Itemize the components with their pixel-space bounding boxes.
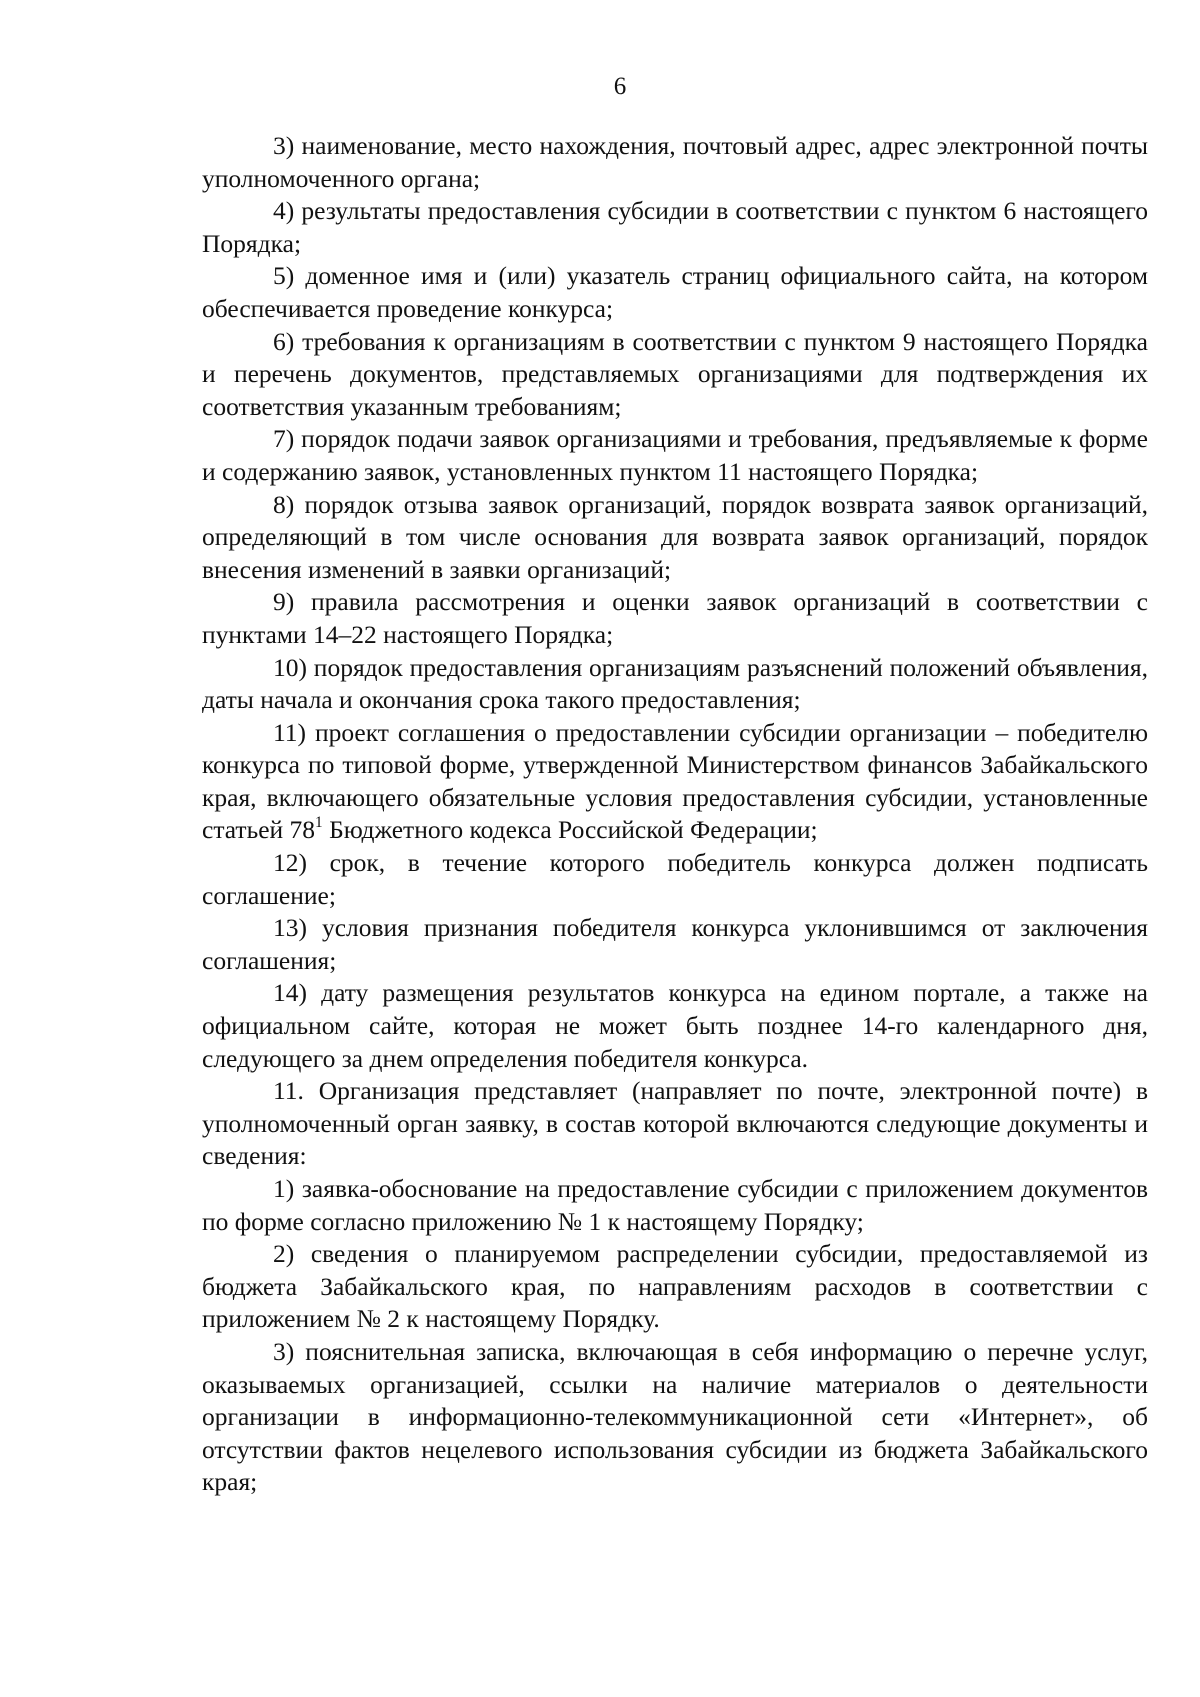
paragraph-text: Бюджетного кодекса Российской Федерации;	[322, 815, 818, 845]
paragraph: 8) порядок отзыва заявок организаций, порядок возврата заявок организаций, определяющий в том числе основания для возврата заявок организаций, порядок внесения изменений в заявки организаций;	[202, 489, 1148, 584]
paragraph: 14) дату размещения результатов конкурса на едином портале, а также на официальном сайте, которая не может быть позднее 14-го календарного дня, следующего за днем определения победителя конкурса.	[202, 978, 1148, 1073]
paragraph: 9) правила рассмотрения и оценки заявок организаций в соответствии с пунктами 14–22 настоящего Порядка;	[202, 587, 1148, 649]
paragraph: 11. Организация представляет (направляет по почте, электронной почте) в уполномоченный орган заявку, в состав которой включаются следующие документы и сведения:	[202, 1076, 1148, 1171]
paragraph: 4) результаты предоставления субсидии в соответствии с пунктом 6 настоящего Порядка;	[202, 196, 1148, 258]
paragraph: 10) порядок предоставления организациям разъяснений положений объявления, даты начала и окончания срока такого предоставления;	[202, 652, 1148, 715]
paragraph: 12) срок, в течение которого победитель конкурса должен подписать соглашение;	[202, 848, 1148, 910]
paragraph: 7) порядок подачи заявок организациями и требования, предъявляемые к форме и содержанию заявок, установленных пунктом 11 настоящего Порядка;	[202, 424, 1148, 486]
paragraph: 2) сведения о планируемом распределении субсидии, предоставляемой из бюджета Забайкальского края, по направлениям расходов в соответствии с приложением № 2 к настоящему Порядку.	[202, 1239, 1148, 1334]
paragraph: 6) требования к организациям в соответствии с пунктом 9 настоящего Порядка и перечень документов, представляемых организациями для подтверждения их соответствия указанным требованиям;	[202, 326, 1148, 421]
superscript: 1	[315, 813, 323, 831]
paragraph: 5) доменное имя и (или) указатель страниц официального сайта, на котором обеспечивается проведение конкурса;	[202, 261, 1148, 323]
document-body	[202, 130, 1148, 1499]
paragraph-with-superscript	[202, 717, 1148, 847]
paragraph-text: 11) проект соглашения о предоставлении субсидии организации – победителю конкурса по типовой форме, утвержденной Министерством финансов Забайкальского края, включающего обязательные условия предоставления субсидии, установленные статьей 78	[202, 717, 1148, 845]
paragraph: 13) условия признания победителя конкурса уклонившимся от заключения соглашения;	[202, 913, 1148, 975]
paragraph: 1) заявка-обоснование на предоставление субсидии с приложением документов по форме согласно приложению № 1 к настоящему Порядку;	[202, 1174, 1148, 1236]
paragraph: 3) пояснительная записка, включающая в себя информацию о перечне услуг, оказываемых организацией, ссылки на наличие материалов о деятельности организации в информационно-телекоммуникационной сети «Интернет», об отсутствии фактов нецелевого использования субсидии из бюджета Забайкальского края;	[202, 1336, 1148, 1497]
paragraph: 3) наименование, место нахождения, почтовый адрес, адрес электронной почты уполномоченного органа;	[202, 131, 1148, 193]
page-number: 6	[613, 73, 627, 100]
